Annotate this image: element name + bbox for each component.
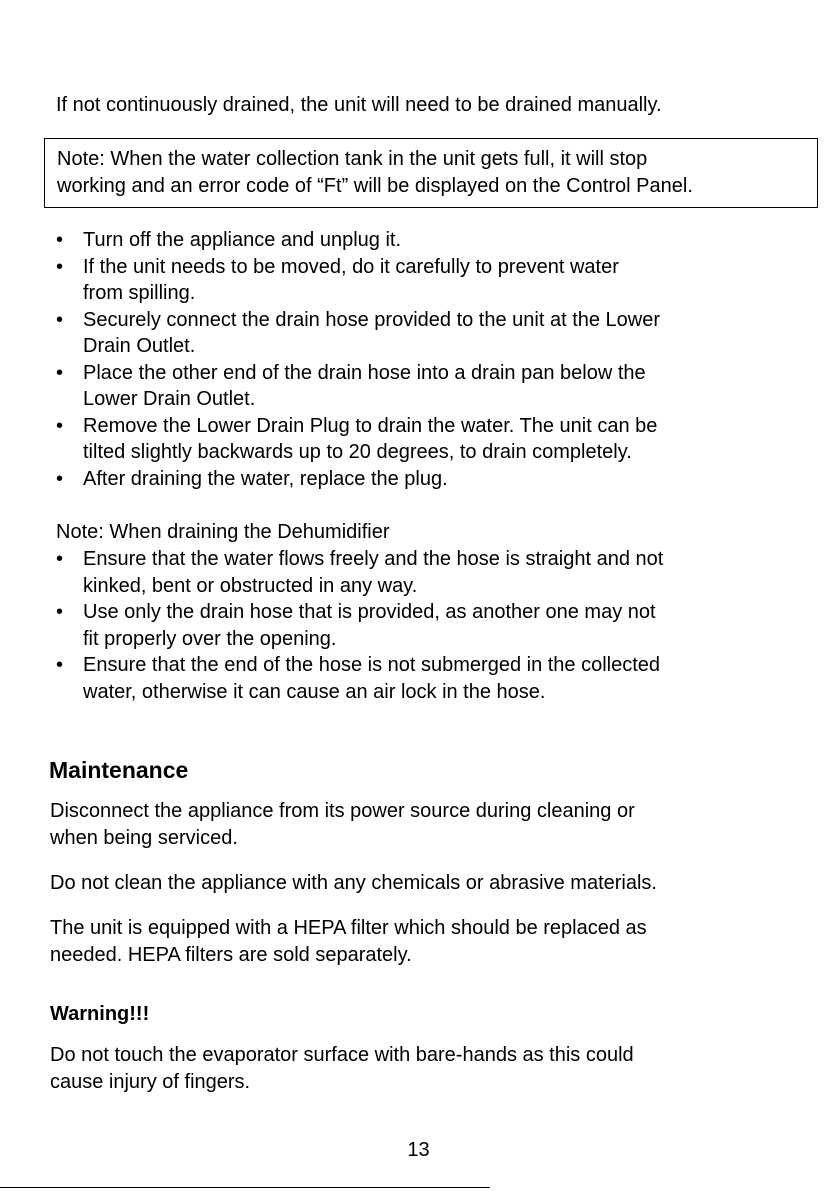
intro-text: If not continuously drained, the unit will need to be drained manually.	[56, 94, 662, 116]
bullet-icon: •	[56, 467, 64, 490]
list-item-text: After draining the water, replace the plug.	[83, 467, 448, 490]
page-number: 13	[407, 1139, 430, 1161]
maintenance-heading: Maintenance	[49, 757, 189, 783]
list-item-text: Place the other end of the drain hose into a drain pan below the	[83, 361, 646, 384]
list-item-text: kinked, bent or obstructed in any way.	[83, 574, 418, 597]
list-item-text: Remove the Lower Drain Plug to drain the water. The unit can be	[83, 414, 658, 437]
list-item	[56, 360, 660, 413]
warning-paragraph	[50, 1042, 634, 1095]
list-item-text: If the unit needs to be moved, do it carefully to prevent water	[83, 255, 619, 278]
list-item-text: from spilling.	[83, 282, 196, 304]
list-item-text: Ensure that the end of the hose is not submerged in the collected	[83, 654, 661, 676]
list-item-text: water, otherwise it can cause an air lock in the hose.	[83, 680, 546, 703]
bullet-icon: •	[56, 601, 64, 623]
paragraph-line: Disconnect the appliance from its power source during cleaning or	[50, 800, 635, 822]
warning-heading: Warning!!!	[50, 1003, 150, 1025]
list-item	[56, 307, 660, 360]
bullet-icon: •	[56, 255, 64, 278]
drain-note-title: Note: When draining the Dehumidifier	[56, 521, 390, 543]
list-item	[56, 227, 660, 254]
list-item-text: Lower Drain Outlet.	[83, 388, 256, 410]
maintenance-paragraph	[50, 798, 635, 851]
paragraph-line: Do not clean the appliance with any chemicals or abrasive materials.	[50, 872, 657, 894]
drain-notes-list	[56, 546, 663, 705]
list-item	[56, 413, 660, 466]
list-item-text: Use only the drain hose that is provided, as another one may not	[83, 601, 656, 623]
note-line: Note: When the water collection tank in the unit gets full, it will stop	[57, 148, 648, 170]
list-item	[56, 546, 663, 599]
list-item-text: Drain Outlet.	[83, 335, 196, 357]
paragraph-line: The unit is equipped with a HEPA filter which should be replaced as	[50, 917, 647, 939]
list-item	[56, 599, 663, 652]
bullet-icon: •	[56, 548, 64, 570]
list-item-text: Securely connect the drain hose provided to the unit at the Lower	[83, 308, 661, 331]
list-item	[56, 652, 663, 705]
drain-steps-list	[56, 227, 660, 492]
paragraph-line: cause injury of fingers.	[50, 1070, 251, 1093]
list-item	[56, 466, 660, 493]
bullet-icon: •	[56, 414, 64, 437]
note-box	[44, 138, 818, 208]
maintenance-paragraph	[50, 915, 647, 968]
maintenance-paragraph	[50, 870, 657, 897]
paragraph-line: Do not touch the evaporator surface with bare-hands as this could	[50, 1044, 634, 1066]
paragraph-line: needed. HEPA filters are sold separately.	[50, 943, 412, 966]
list-item-text: Turn off the appliance and unplug it.	[83, 229, 402, 251]
list-item-text: tilted slightly backwards up to 20 degrees, to drain completely.	[83, 441, 632, 463]
paragraph-line: when being serviced.	[50, 826, 238, 849]
bullet-icon: •	[56, 361, 64, 384]
footer-rule	[0, 1187, 490, 1188]
bullet-icon: •	[56, 308, 64, 331]
bullet-icon: •	[56, 654, 64, 676]
list-item-text: fit properly over the opening.	[83, 627, 337, 650]
note-line: working and an error code of “Ft” will be displayed on the Control Panel.	[57, 174, 693, 197]
bullet-icon: •	[56, 229, 64, 251]
list-item-text: Ensure that the water flows freely and the hose is straight and not	[83, 548, 664, 570]
list-item	[56, 254, 660, 307]
